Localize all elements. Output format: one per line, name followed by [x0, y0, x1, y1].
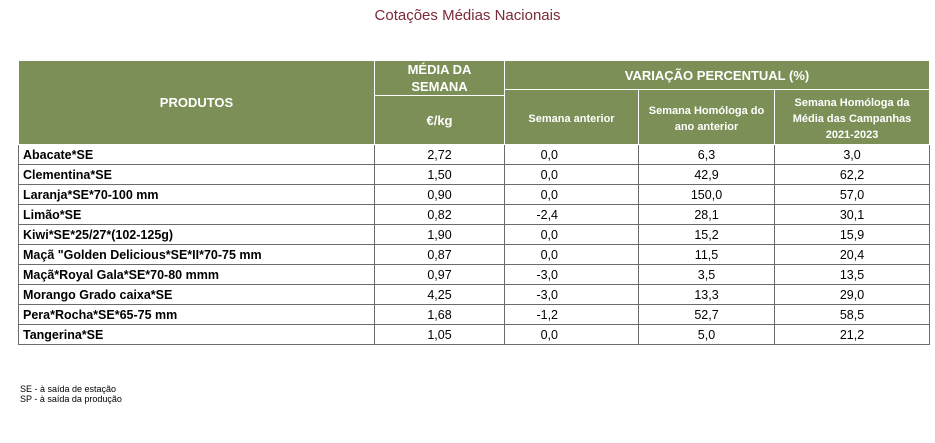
- cell-media-campanhas: 3,0: [775, 145, 930, 165]
- cell-media: 0,87: [375, 245, 505, 265]
- cell-product: Pera*Rocha*SE*65-75 mm: [19, 305, 375, 325]
- header-variacao: VARIAÇÃO PERCENTUAL (%): [505, 61, 930, 90]
- cell-semana-anterior: -2,4: [505, 205, 639, 225]
- cell-media: 1,90: [375, 225, 505, 245]
- cell-semana-homologa: 15,2: [639, 225, 775, 245]
- table-row: [19, 185, 930, 205]
- table-row: [19, 285, 930, 305]
- cell-semana-anterior: 0,0: [505, 145, 639, 165]
- cell-media: 1,68: [375, 305, 505, 325]
- table-row: [19, 325, 930, 345]
- cell-media-campanhas: 62,2: [775, 165, 930, 185]
- table-row: [19, 305, 930, 325]
- footnote: SE - à saída de estação: [20, 384, 117, 394]
- header-semana-anterior: Semana anterior: [505, 90, 639, 145]
- cell-semana-anterior: 0,0: [505, 185, 639, 205]
- table-row: [19, 225, 930, 245]
- table-row: [19, 165, 930, 185]
- header-media-campanhas: Semana Homóloga da Média das Campanhas 2021-2023: [775, 90, 930, 145]
- cell-semana-homologa: 11,5: [639, 245, 775, 265]
- cell-semana-homologa: 13,3: [639, 285, 775, 305]
- cell-product: Kiwi*SE*25/27*(102-125g): [19, 225, 375, 245]
- cell-product: Maçã "Golden Delicious*SE*II*70-75 mm: [19, 245, 375, 265]
- cell-media-campanhas: 21,2: [775, 325, 930, 345]
- cell-media-campanhas: 20,4: [775, 245, 930, 265]
- price-table: [18, 60, 930, 345]
- cell-semana-homologa: 5,0: [639, 325, 775, 345]
- cell-semana-anterior: -3,0: [505, 285, 639, 305]
- cell-product: Abacate*SE: [19, 145, 375, 165]
- cell-semana-anterior: 0,0: [505, 165, 639, 185]
- cell-semana-anterior: -1,2: [505, 305, 639, 325]
- cell-media-campanhas: 57,0: [775, 185, 930, 205]
- cell-semana-homologa: 52,7: [639, 305, 775, 325]
- cell-semana-anterior: 0,0: [505, 225, 639, 245]
- header-media-semana: MÉDIA DA SEMANA: [375, 61, 505, 96]
- table-body: [19, 145, 930, 345]
- cell-semana-homologa: 28,1: [639, 205, 775, 225]
- cell-media-campanhas: 58,5: [775, 305, 930, 325]
- cell-semana-homologa: 42,9: [639, 165, 775, 185]
- cell-media-campanhas: 13,5: [775, 265, 930, 285]
- cell-product: Limão*SE: [19, 205, 375, 225]
- table-row: [19, 245, 930, 265]
- cell-product: Laranja*SE*70-100 mm: [19, 185, 375, 205]
- cell-semana-anterior: -3,0: [505, 265, 639, 285]
- footnote: SP - à saída da produção: [20, 394, 122, 404]
- cell-semana-anterior: 0,0: [505, 245, 639, 265]
- cell-product: Tangerina*SE: [19, 325, 375, 345]
- cell-product: Maçã*Royal Gala*SE*70-80 mmm: [19, 265, 375, 285]
- cell-media: 0,97: [375, 265, 505, 285]
- header-produtos: PRODUTOS: [19, 61, 375, 145]
- cell-semana-anterior: 0,0: [505, 325, 639, 345]
- cell-media: 1,50: [375, 165, 505, 185]
- cell-media: 2,72: [375, 145, 505, 165]
- cell-media: 0,82: [375, 205, 505, 225]
- header-unit: €/kg: [375, 96, 505, 145]
- cell-product: Morango Grado caixa*SE: [19, 285, 375, 305]
- page-title: Cotações Médias Nacionais: [374, 7, 561, 24]
- cell-semana-homologa: 6,3: [639, 145, 775, 165]
- footnotes: [20, 384, 122, 404]
- cell-semana-homologa: 3,5: [639, 265, 775, 285]
- cell-media: 4,25: [375, 285, 505, 305]
- cell-media-campanhas: 15,9: [775, 225, 930, 245]
- table-row: [19, 265, 930, 285]
- cell-product: Clementina*SE: [19, 165, 375, 185]
- table-row: [19, 205, 930, 225]
- cell-media-campanhas: 29,0: [775, 285, 930, 305]
- header-semana-homologa: Semana Homóloga do ano anterior: [639, 90, 775, 145]
- cell-media-campanhas: 30,1: [775, 205, 930, 225]
- cell-media: 0,90: [375, 185, 505, 205]
- cell-semana-homologa: 150,0: [639, 185, 775, 205]
- table-row: [19, 145, 930, 165]
- cell-media: 1,05: [375, 325, 505, 345]
